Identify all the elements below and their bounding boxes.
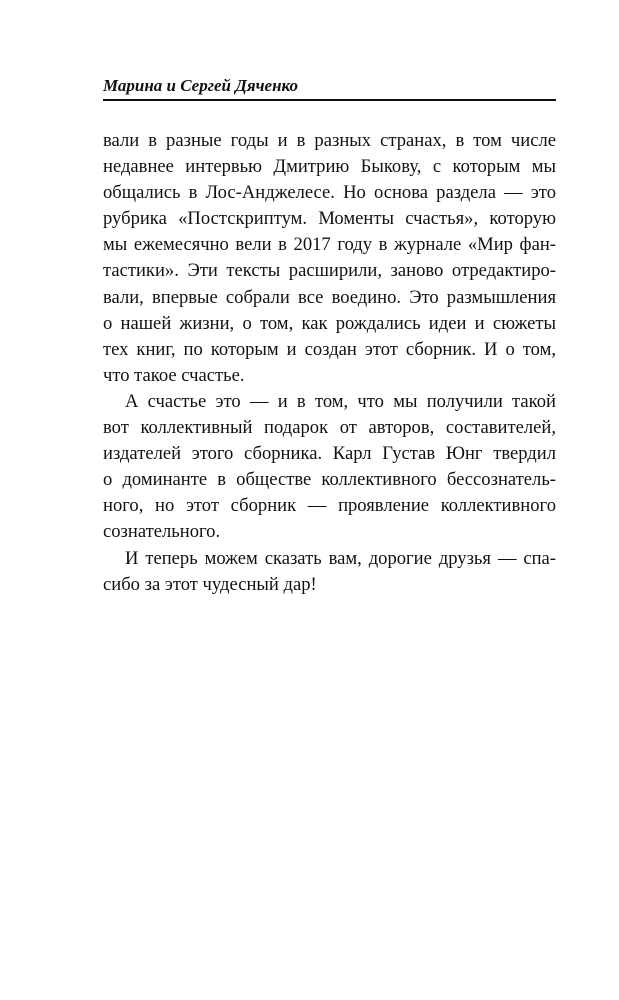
text-line: сознательного. [103, 521, 221, 543]
text-line: вали в разные годы и в разных странах, в том числе [103, 130, 556, 151]
text-line: ного, но этот сборник — проявление коллективного [103, 495, 556, 517]
text-line: издателей этого сборника. Карл Густав Юнг твердил [103, 443, 556, 465]
paragraph [103, 128, 556, 389]
header-divider [103, 99, 556, 101]
text-line: вот коллективный подарок от авторов, составителей, [103, 417, 556, 439]
paragraph [103, 389, 556, 546]
text-line: общались в Лос-Анджелесе. Но основа раздела — это [103, 182, 556, 204]
text-line: что такое счастье. [103, 364, 245, 386]
text-line: А счастье это — и в том, что мы получили такой [125, 390, 556, 412]
text-line: о нашей жизни, о том, как рождались идеи и сюжеты [103, 312, 556, 334]
text-line: мы ежемесячно вели в 2017 году в журнале «Мир фан- [103, 234, 556, 256]
paragraph [103, 546, 556, 598]
text-line: рубрика «Постскриптум. Моменты счастья», которую [103, 208, 556, 230]
page-body-text [103, 128, 556, 598]
text-line: тастики». Эти тексты расширили, заново отредактиро- [103, 260, 556, 282]
running-head-title: Марина и Сергей Дяченко [103, 76, 298, 95]
text-line: о доминанте в обществе коллективного бессознатель- [103, 469, 556, 491]
text-line: сибо за этот чудесный дар! [103, 573, 317, 595]
text-line: И теперь можем сказать вам, дорогие друзья — спа- [125, 547, 556, 569]
text-line: недавнее интервью Дмитрию Быкову, с которым мы [103, 156, 556, 178]
text-line: вали, впервые собрали все воедино. Это размышления [103, 286, 556, 308]
text-line: тех книг, по которым и создан этот сборник. И о том, [103, 338, 556, 360]
